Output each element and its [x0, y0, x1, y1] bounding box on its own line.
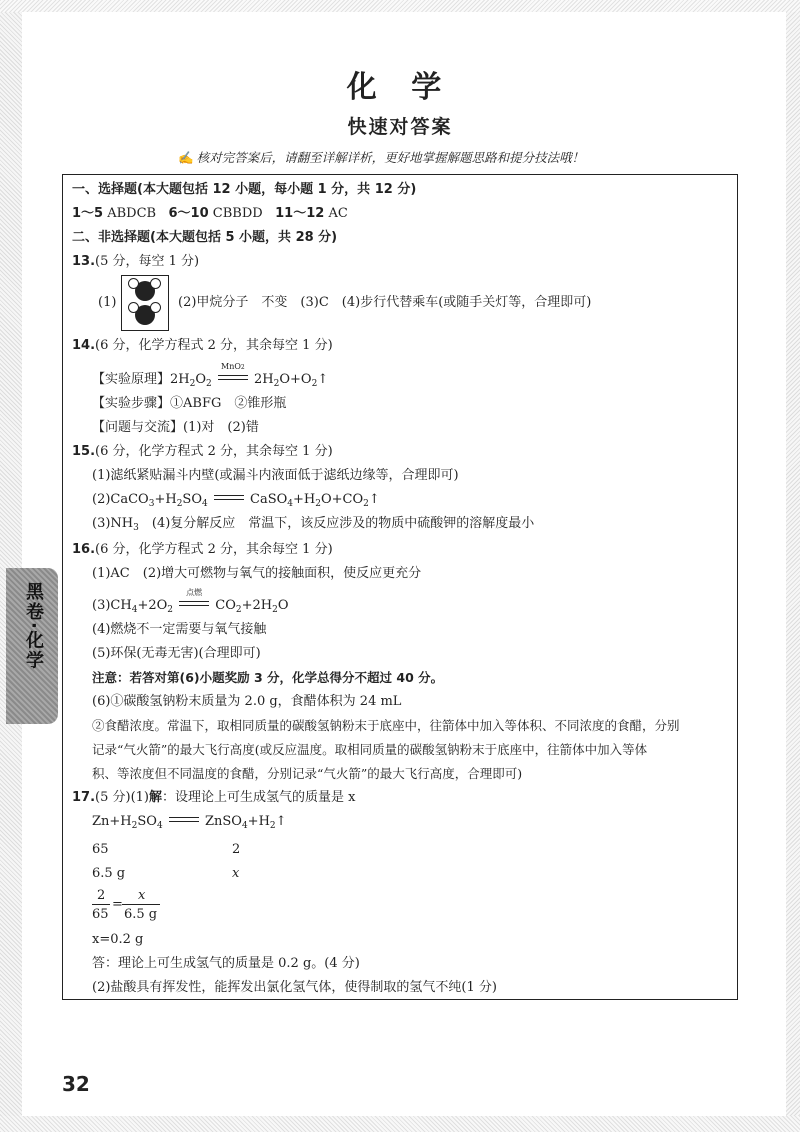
- q16-line1: (1)AC (2)增大可燃物与氧气的接触面积，使反应更充分: [92, 566, 422, 581]
- page-edge-top: [0, 0, 800, 12]
- equals-sign: [169, 814, 199, 824]
- q17-line2: (2)盐酸具有挥发性，能挥发出氯化氢气体，使得制取的氢气不纯(1 分): [92, 980, 497, 995]
- q17-ratio-a: 65: [92, 842, 109, 857]
- sec2-heading: 二、非选择题(本大题包括 5 小题，共 28 分): [72, 230, 338, 245]
- sec1-answers: [72, 206, 348, 222]
- answer-value: ABDCB: [107, 206, 157, 221]
- q16-line4: (5)环保(无毒无害)(合理即可): [92, 646, 261, 661]
- sec1-heading: 一、选择题(本大题包括 12 小题，每小题 1 分，共 12 分): [72, 182, 417, 197]
- q16-note: 注意：若答对第(6)小题奖励 3 分，化学总得分不超过 40 分。: [92, 670, 444, 685]
- hydrogen-atom: [150, 302, 161, 313]
- subscript: 2: [311, 379, 318, 389]
- subscript: 2: [206, 379, 212, 389]
- q-number: 15.: [72, 444, 96, 459]
- equals-sign: [214, 492, 244, 502]
- q16-line8: 积、等浓度但不同温度的食醋，分别记录“气火箭”的最大飞行高度，合理即可): [92, 766, 523, 781]
- q-score: (5 分，每空 1 分): [95, 254, 200, 269]
- q16-line5: (6)①碳酸氢钠粉末质量为 2.0 g，食醋体积为 24 mL: [92, 694, 402, 709]
- q13-part1-label: (1): [98, 295, 117, 310]
- q17-mass-a: 6.5 g: [92, 866, 126, 881]
- tip-text: 核对完答案后，请翻至详解详析，更好地掌握解题思路和提分技法哦！: [196, 150, 585, 165]
- gas-arrow: ↑: [317, 372, 329, 387]
- q13-header: [72, 254, 199, 270]
- equals-sign: [179, 588, 209, 608]
- q15-line1: (1)滤纸紧贴漏斗内壁(或漏斗内液面低于滤纸边缘等，合理即可): [92, 468, 459, 483]
- formula-part: 2H: [254, 372, 274, 387]
- q-score: (6 分，化学方程式 2 分，其余每空 1 分): [95, 542, 333, 557]
- pen-icon: ✍: [178, 150, 194, 165]
- molecule-diagram: [121, 275, 169, 331]
- gas-arrow: ↑: [275, 814, 287, 829]
- condition-label: 点燃: [186, 588, 203, 597]
- q15-line3: $(3)NH_3$ (4)复分解反应 常温下，该反应涉及的物质中硫酸钾的溶解度最小: [92, 516, 535, 533]
- q16-line6: ②食醋浓度。常温下，取相同质量的碳酸氢钠粉末于底座中，往箭体中加入等体积、不同浓度的食醋，分别: [92, 718, 680, 733]
- formula-part: O+O: [279, 372, 312, 387]
- q16-header: [72, 542, 333, 558]
- q14-line2: 【实验步骤】①ABFG ②锥形瓶: [92, 396, 287, 411]
- answer-range: 1～5: [72, 206, 104, 221]
- q14-header: [72, 338, 333, 354]
- q17-result: x=0.2 g: [92, 932, 144, 947]
- q15-header: [72, 444, 333, 460]
- page-edge-left: [0, 0, 22, 1132]
- tip-line: [178, 148, 584, 166]
- q-number: 14.: [72, 338, 96, 353]
- q17-ratio-b: 2: [232, 842, 241, 857]
- page-edge-right: [786, 0, 800, 1132]
- q-number: 16.: [72, 542, 96, 557]
- page-number: 32: [62, 1072, 90, 1096]
- hydrogen-atom: [150, 278, 161, 289]
- page-edge-bottom: [0, 1116, 800, 1132]
- q13-rest: (2)甲烷分子 不变 (3)C (4)步行代替乘车(或随手关灯等，合理即可): [178, 295, 592, 310]
- q-number: 13.: [72, 254, 96, 269]
- hydrogen-atom: [128, 302, 139, 313]
- q17-equation: $Zn+H_2SO_4$ $ZnSO_4+H_2↑$: [92, 814, 287, 831]
- side-tab-label: 黑卷·化学: [23, 582, 44, 671]
- q17-answer: 答：理论上可生成氢气的质量是 0.2 g。(4 分): [92, 956, 360, 971]
- subscript: 2: [273, 379, 280, 389]
- q17-header: 17.(5 分)(1)解：设理论上可生成氢气的质量是 x: [72, 790, 356, 805]
- subscript: 2: [189, 379, 196, 389]
- hydrogen-atom: [128, 278, 139, 289]
- answer-range: 11～12: [275, 206, 325, 221]
- gas-arrow: ↑: [368, 492, 380, 507]
- answer-value: AC: [328, 206, 348, 221]
- q15-line2: $(2)CaCO_3+H_2SO_4$ $CaSO_4+H_2O+CO_2↑$: [92, 492, 380, 509]
- catalyst-label: MnO2: [221, 362, 245, 371]
- answer-range: 6～10: [168, 206, 209, 221]
- q14-line1: 【实验原理】$2H_2O_2$ MnO2 $2H_2O+O_2↑$: [92, 372, 328, 392]
- q-score: (6 分，化学方程式 2 分，其余每空 1 分): [95, 338, 333, 353]
- q-number: 17.: [72, 790, 96, 805]
- q-score: (6 分，化学方程式 2 分，其余每空 1 分): [95, 444, 333, 459]
- q16-line2: $(3)CH_4+2O_2$ 点燃 $CO_2+2H_2O$: [92, 598, 289, 618]
- page-subtitle: 快速对答案: [347, 116, 453, 138]
- answer-value: CBBDD: [212, 206, 263, 221]
- equals-sign: [218, 362, 248, 382]
- q17-mass-b: x: [232, 866, 240, 881]
- q14-line3: 【问题与交流】(1)对 (2)错: [92, 420, 259, 435]
- page-title: 化 学: [346, 70, 454, 105]
- formula-part: 【实验原理】2H: [92, 372, 190, 387]
- q16-line7: 记录“气火箭”的最大飞行高度(或反应温度。取相同质量的碳酸氢钠粉末于底座中，往箭体中加入等体: [92, 742, 648, 757]
- q16-line3: (4)燃烧不一定需要与氧气接触: [92, 622, 267, 637]
